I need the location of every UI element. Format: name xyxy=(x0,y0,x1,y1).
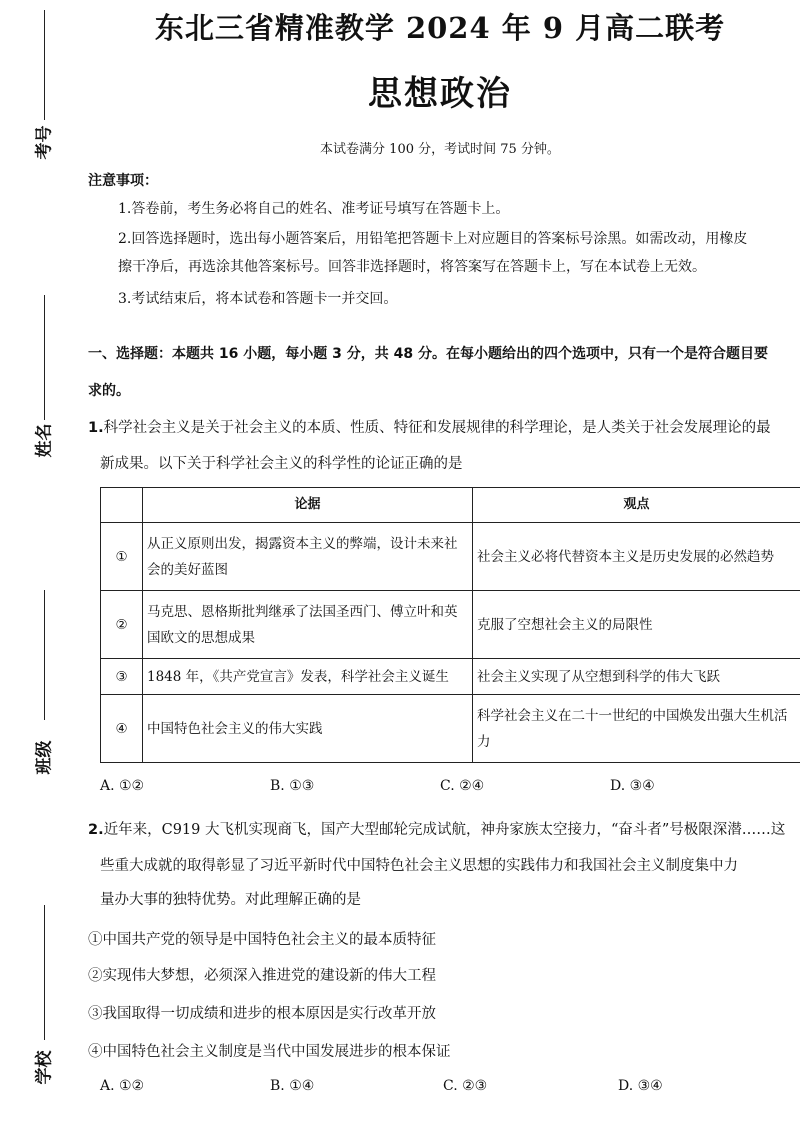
question-number: 1. xyxy=(88,420,104,436)
statement: ①中国共产党的领导是中国特色社会主义的最本质特征 xyxy=(88,932,436,948)
table-row xyxy=(101,591,800,659)
option-b[interactable]: B. ①③ xyxy=(270,778,315,794)
name-line xyxy=(44,295,45,420)
option-b[interactable]: B. ①④ xyxy=(270,1078,315,1094)
notice-item: 1.答卷前，考生务必将自己的姓名、准考证号填写在答题卡上。 xyxy=(118,201,510,217)
table-row xyxy=(101,659,800,695)
school-line xyxy=(44,905,45,1040)
question-text: 近年来，C919 大飞机实现商飞，国产大型邮轮完成试航，神舟家族太空接力，“奋斗者”号极限深潜……这 xyxy=(103,822,786,838)
subject-title: 思想政治 xyxy=(368,74,512,114)
exam-no-line xyxy=(44,10,45,120)
statement: ③我国取得一切成绩和进步的根本原因是实行改革开放 xyxy=(88,1006,436,1022)
option-c[interactable]: C. ②④ xyxy=(440,778,485,794)
question-1-stem xyxy=(88,416,771,437)
notice-item: 2.回答选择题时，选出每小题答案后，用铅笔把答题卡上对应题目的答案标号涂黑。如需改动，用橡皮 xyxy=(118,231,748,247)
table-header-cell xyxy=(101,488,143,523)
question-number: 2. xyxy=(88,822,104,838)
class-line xyxy=(44,590,45,720)
statement: ④中国特色社会主义制度是当代中国发展进步的根本保证 xyxy=(88,1044,451,1060)
row-number: ① xyxy=(101,523,143,591)
option-d[interactable]: D. ③④ xyxy=(618,1078,663,1094)
table-header-cell: 观点 xyxy=(473,488,800,523)
table-header-cell: 论据 xyxy=(143,488,473,523)
evidence-cell: 中国特色社会主义的伟大实践 xyxy=(143,695,473,763)
question-2-stem-cont: 量办大事的独特优势。对此理解正确的是 xyxy=(100,892,361,908)
evidence-view-table xyxy=(100,487,800,763)
notice-item: 3.考试结束后，将本试卷和答题卡一并交回。 xyxy=(118,291,398,307)
view-cell: 科学社会主义在二十一世纪的中国焕发出强大生机活力 xyxy=(473,695,800,763)
binding-margin xyxy=(0,0,68,1132)
question-2-stem xyxy=(88,818,785,839)
view-cell: 社会主义必将代替资本主义是历史发展的必然趋势 xyxy=(473,523,800,591)
question-1-stem-cont: 新成果。以下关于科学社会主义的科学性的论证正确的是 xyxy=(100,456,463,472)
row-number: ② xyxy=(101,591,143,659)
exam-no-label: 考号 xyxy=(34,125,55,160)
question-text: 科学社会主义是关于社会主义的本质、性质、特征和发展规律的科学理论，是人类关于社会发展理论的最 xyxy=(103,420,771,436)
table-row xyxy=(101,695,800,763)
name-label: 姓名 xyxy=(34,423,55,458)
row-number: ④ xyxy=(101,695,143,763)
row-number: ③ xyxy=(101,659,143,695)
statement: ②实现伟大梦想，必须深入推进党的建设新的伟大工程 xyxy=(88,968,436,984)
section-heading: 一、选择题：本题共 16 小题，每小题 3 分，共 48 分。在每小题给出的四个选项中，只有一个是符合题目要 xyxy=(88,346,768,362)
table-row xyxy=(101,523,800,591)
table-header-row xyxy=(101,488,800,523)
option-c[interactable]: C. ②③ xyxy=(443,1078,488,1094)
option-d[interactable]: D. ③④ xyxy=(610,778,655,794)
view-cell: 社会主义实现了从空想到科学的伟大飞跃 xyxy=(473,659,800,695)
option-a[interactable]: A. ①② xyxy=(100,778,145,794)
section-heading-cont: 求的。 xyxy=(88,383,130,399)
evidence-cell: 从正义原则出发，揭露资本主义的弊端，设计未来社会的美好蓝图 xyxy=(143,523,473,591)
option-a[interactable]: A. ①② xyxy=(100,1078,145,1094)
class-label: 班级 xyxy=(34,740,55,775)
notice-item: 擦干净后，再选涂其他答案标号。回答非选择题时，将答案写在答题卡上，写在本试卷上无效。 xyxy=(118,259,706,275)
view-cell: 克服了空想社会主义的局限性 xyxy=(473,591,800,659)
school-label: 学校 xyxy=(34,1050,55,1085)
evidence-cell: 1848 年，《共产党宣言》发表，科学社会主义诞生 xyxy=(143,659,473,695)
exam-title: 东北三省精准教学 2024 年 9 月高二联考 xyxy=(154,11,726,45)
evidence-cell: 马克思、恩格斯批判继承了法国圣西门、傅立叶和英国欧文的思想成果 xyxy=(143,591,473,659)
notice-title: 注意事项： xyxy=(88,173,158,189)
question-2-stem-cont: 些重大成就的取得彰显了习近平新时代中国特色社会主义思想的实践伟力和我国社会主义制度集中力 xyxy=(100,858,738,874)
exam-info: 本试卷满分 100 分，考试时间 75 分钟。 xyxy=(320,142,560,157)
